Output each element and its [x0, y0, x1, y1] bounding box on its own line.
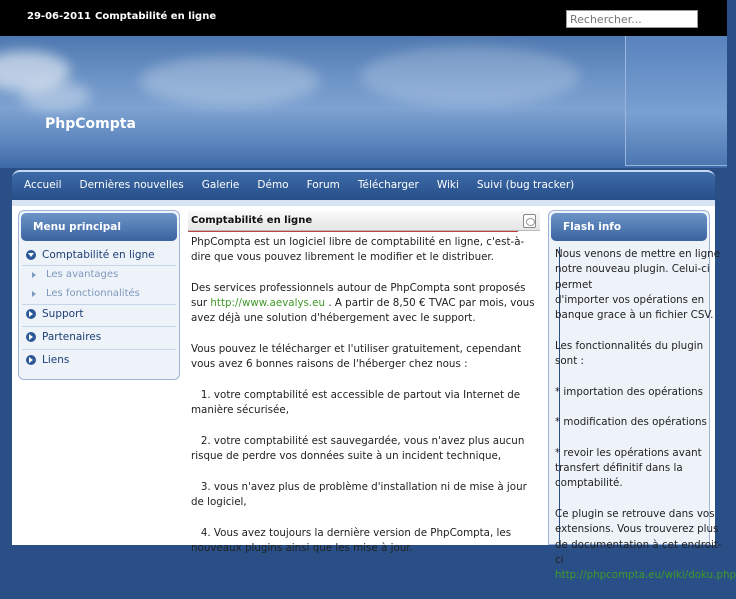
arrow-right-icon: [32, 291, 36, 297]
nav-item-forum[interactable]: Forum: [306, 179, 340, 191]
article-body: [191, 235, 537, 572]
cloud-decoration: [20, 81, 90, 111]
nav-item-wiki[interactable]: Wiki: [436, 179, 459, 191]
menu-subitem-fonctionnalites[interactable]: [22, 288, 176, 299]
menu-subitem-avantages[interactable]: [22, 269, 176, 280]
chevron-right-icon: [26, 309, 36, 319]
main-nav: [12, 170, 715, 200]
article-paragraph: 4. Vous avez toujours la dernière version de PhpCompta, les nouveaux plugins ainsi que les mise à jour.: [191, 526, 515, 554]
cloud-decoration: [360, 46, 580, 106]
site-link[interactable]: Comptabilité en ligne: [95, 11, 217, 22]
flash-text: d'importer vos opérations en banque grace à un fichier CSV.: [555, 293, 714, 322]
menu-divider: [22, 349, 176, 350]
article-paragraph: 3. vous n'avez plus de problème d'installation ni de mise à jour de logiciel,: [191, 480, 531, 509]
flash-paragraph: * modification des opérations: [555, 416, 707, 429]
nav-item-suivi[interactable]: Suivi (bug tracker): [476, 179, 575, 191]
article-title: Comptabilité en ligne: [191, 215, 313, 226]
flash-paragraph: * revoir les opérations avant transfert définitif dans la comptabilité.: [555, 446, 702, 490]
flash-text: Nous venons de mettre en ligne notre nouveau plugin. Celui-ci permet: [555, 248, 721, 291]
chevron-right-icon: [26, 355, 36, 365]
nav-item-dernieres-nouvelles[interactable]: Dernières nouvelles: [79, 179, 184, 191]
banner-panel: [625, 36, 727, 166]
current-date: 29-06-2011: [27, 11, 91, 22]
nav-item-accueil[interactable]: Accueil: [24, 179, 62, 191]
flash-paragraph: * importation des opérations: [555, 385, 704, 398]
menu-item-comptabilite[interactable]: [22, 249, 176, 261]
flash-paragraph: [555, 507, 736, 583]
cloud-decoration: [140, 56, 320, 106]
flash-info-body: [555, 247, 736, 599]
article-paragraph: Vous pouvez le télécharger et l'utiliser gratuitement, cependant vous avez 6 bonnes raisons de l'héberger chez nous :: [191, 343, 521, 371]
menu-item-label: Liens: [42, 354, 70, 366]
article-paragraph: 2. votre comptabilité est sauvegardée, vous n'avez plus aucun risque de perdre vos données suite à un incident technique,: [191, 434, 528, 463]
menu-subitem-label: Les avantages: [46, 269, 119, 280]
menu-item-partenaires[interactable]: [22, 331, 176, 343]
menu-item-liens[interactable]: [22, 354, 176, 366]
menu-divider: [22, 265, 176, 266]
pdf-icon[interactable]: [523, 214, 536, 228]
header-banner: [0, 36, 727, 168]
article: [188, 211, 540, 554]
menu-item-label: Comptabilité en ligne: [42, 249, 155, 261]
flash-info-panel: [548, 210, 736, 582]
title-underline: [188, 231, 518, 232]
flash-paragraph: Les fonctionnalités du plugin sont :: [555, 339, 704, 368]
top-bar: [0, 0, 727, 36]
article-text: . A partir de 8,50 € TVAC par mois, vous avez déjà une solution d'hébergement avec le support.: [191, 297, 535, 325]
nav-item-telecharger[interactable]: Télécharger: [357, 179, 419, 191]
search-input[interactable]: [566, 10, 698, 28]
flash-text: Ce plugin se retrouve dans vos extensions. Vous trouverez plus de documentation à cet endroit-ci: [555, 508, 722, 566]
wiki-link[interactable]: http://phpcompta.eu/wiki/doku.php: [555, 569, 736, 582]
flash-info-title: Flash info: [551, 213, 707, 241]
article-paragraph: 1. votre comptabilité est accessible de partout via Internet de manière sécurisée,: [191, 388, 524, 417]
article-text: Des services professionnels autour de PhpCompta sont proposés sur: [191, 281, 526, 310]
article-paragraph: [191, 281, 537, 327]
menu-item-support[interactable]: [22, 308, 176, 320]
menu-item-label: Partenaires: [42, 331, 102, 343]
aevalys-link[interactable]: http://www.aevalys.eu: [210, 297, 326, 310]
nav-item-demo[interactable]: Démo: [257, 179, 289, 191]
menu-title: Menu principal: [21, 213, 177, 241]
flash-paragraph: [555, 247, 727, 323]
menu-subitem-label: Les fonctionnalités: [46, 288, 140, 299]
site-title[interactable]: PhpCompta: [45, 116, 136, 132]
menu-item-label: Support: [42, 308, 84, 320]
main-menu: [18, 210, 180, 380]
chevron-down-icon: [26, 250, 36, 260]
nav-item-galerie[interactable]: Galerie: [201, 179, 240, 191]
menu-divider: [22, 304, 176, 305]
arrow-right-icon: [32, 272, 36, 278]
article-paragraph: PhpCompta est un logiciel libre de comptabilité en ligne, c'est-à-dire que vous pouvez librement le modifier et le distribuer.: [191, 236, 525, 264]
menu-divider: [22, 326, 176, 327]
chevron-right-icon: [26, 332, 36, 342]
article-header: [188, 211, 540, 231]
